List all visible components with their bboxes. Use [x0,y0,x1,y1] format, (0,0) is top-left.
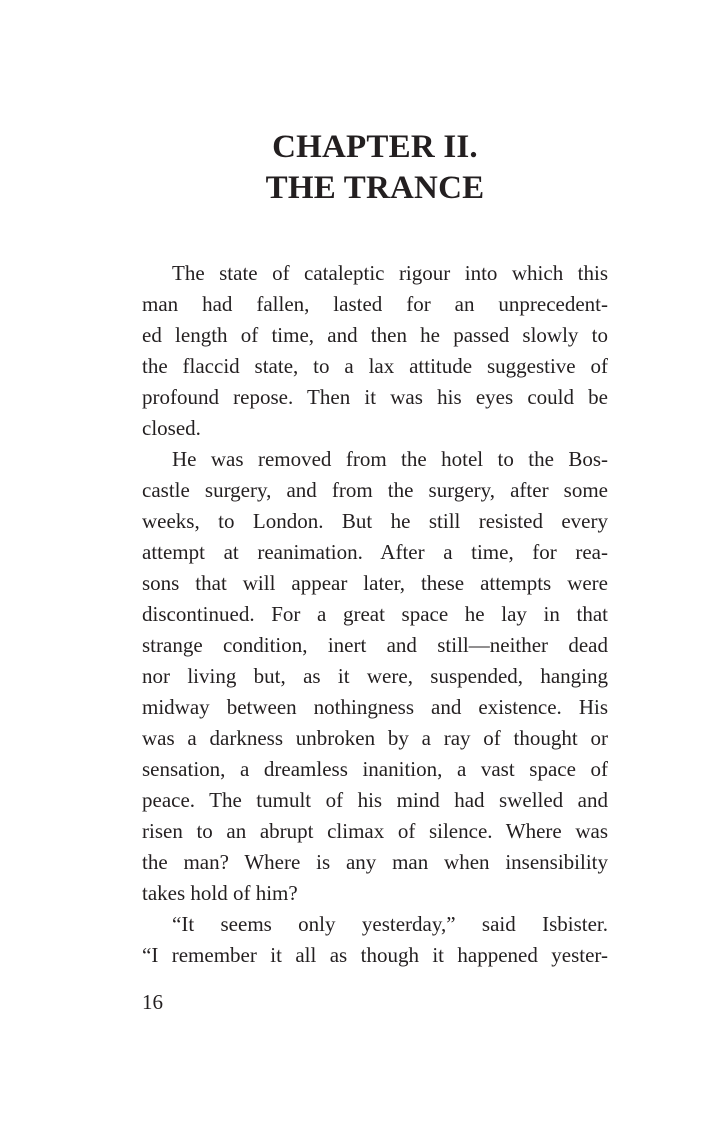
chapter-title: THE TRANCE [265,170,485,206]
text-line: sons that will appear later, these attempts were [142,571,608,595]
text-line: profound repose. Then it was his eyes could be [142,385,608,409]
text-line: the flaccid state, to a lax attitude suggestive of [142,354,608,378]
text-line: weeks, to London. But he still resisted every [142,509,608,533]
text-line: nor living but, as it were, suspended, hanging [142,664,608,688]
text-line: risen to an abrupt climax of silence. Where was [142,819,608,843]
text-line: closed. [142,416,201,440]
page-number: 16 [142,990,163,1014]
text-line: sensation, a dreamless inanition, a vast space of [142,757,608,781]
text-line: midway between nothingness and existence. His [142,695,608,719]
text-line: man had fallen, lasted for an unprecedent- [142,292,608,316]
text-line: the man? Where is any man when insensibility [142,850,608,874]
paragraph [142,258,608,444]
text-line: strange condition, inert and still—neither dead [142,633,608,657]
text-line: was a darkness unbroken by a ray of thought or [142,726,608,750]
text-line: “It seems only yesterday,” said Isbister. [172,912,608,936]
paragraph [142,909,608,971]
chapter-body [142,258,608,971]
text-line: “I remember it all as though it happened yester- [142,943,608,967]
chapter-number: CHAPTER II. [272,129,478,165]
text-line: ed length of time, and then he passed slowly to [142,323,608,347]
text-line: He was removed from the hotel to the Bos- [172,447,608,471]
text-line: peace. The tumult of his mind had swelled and [142,788,608,812]
text-line: takes hold of him? [142,881,298,905]
text-line: The state of cataleptic rigour into which this [172,261,608,285]
paragraph [142,444,608,909]
text-line: castle surgery, and from the surgery, after some [142,478,608,502]
text-line: discontinued. For a great space he lay in that [142,602,608,626]
text-line: attempt at reanimation. After a time, for rea- [142,540,608,564]
